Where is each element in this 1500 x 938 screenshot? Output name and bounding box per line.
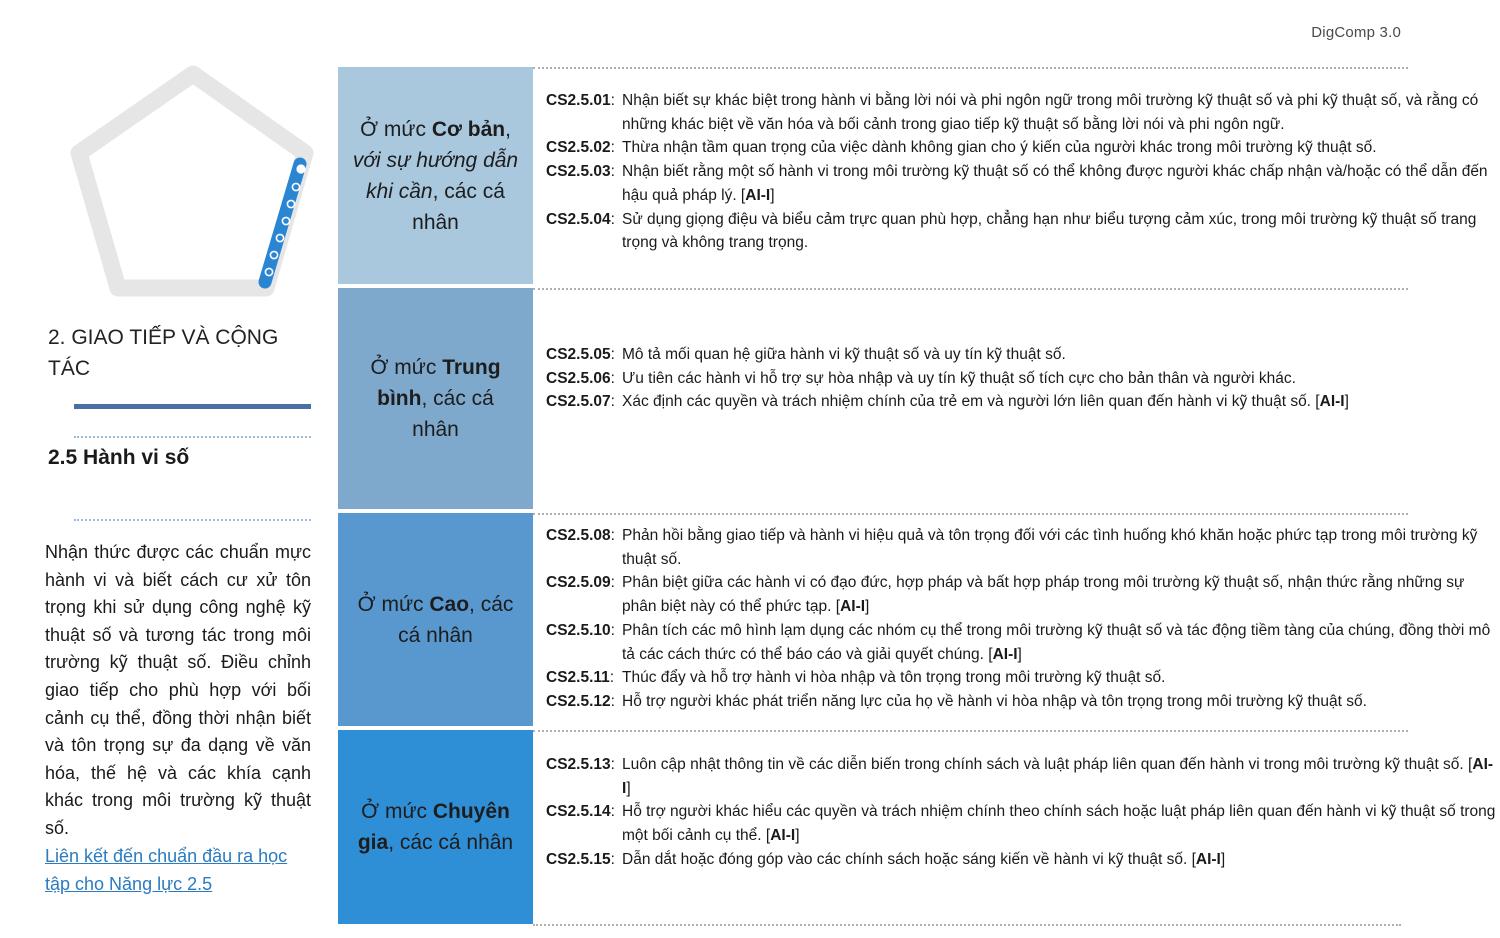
outcome-code: CS2.5.04 [546,210,611,228]
level-label-part: , các cá nhân [388,831,514,854]
outcome-text: Mô tả mối quan hệ giữa hành vi kỹ thuật số và uy tín kỹ thuật số. [622,346,1066,363]
ai-tag-badge: AI-I [770,827,796,845]
outcome-list-intermediate [546,343,1498,414]
ai-tag-badge: AI-I [992,645,1018,663]
competence-pentagon-icon [62,60,322,305]
outcome-code: CS2.5.13 [546,756,611,773]
learning-outcome-item: CS2.5.13: Luôn cập nhật thông tin về các diễn biến trong chính sách và luật pháp liên quan đến hành vi trong môi trường kỹ thuật số. [AI-I] [546,756,1494,797]
level-label-part: Ở mức [370,356,443,379]
outcome-list-basic [546,89,1498,255]
table-bottom-divider [533,924,1401,926]
level-label-part: Ở mức [357,592,430,616]
level-content-basic [533,67,1488,284]
level-label-part: Ở mức [360,117,432,141]
outcome-text: Ưu tiên các hành vi hỗ trợ sự hòa nhập và uy tín kỹ thuật số tích cực cho bản thân và người khác. [622,369,1296,387]
outcome-list-advanced [546,524,1498,714]
level-label-basic [338,67,533,284]
outcome-text: Sử dụng giọng điệu và biểu cảm trực quan phù hợp, chẳng hạn như biểu tượng cảm xúc, trong môi trường kỹ thuật số trang trọng và không trang trọng. [622,210,1477,252]
level-label-part: , các cá nhân [412,387,494,441]
outcome-text: Hỗ trợ người khác phát triển năng lực của họ về hành vi hòa nhập và tôn trọng trong môi trường kỹ thuật số. [622,692,1367,710]
highlighted-segment-icon [265,164,306,282]
learning-outcome-item: CS2.5.12: Hỗ trợ người khác phát triển năng lực của họ về hành vi hòa nhập và tôn trọng trong môi trường kỹ thuật số. [546,692,1367,710]
ai-tag-badge: AI-I [1195,850,1221,868]
outcome-code: CS2.5.03 [546,163,611,181]
outcome-code: CS2.5.14 [546,803,611,821]
level-label-part: Cao [429,592,470,616]
level-label-part: , các cá nhân [412,179,505,234]
ai-tag-badge: AI-I [745,186,771,204]
level-label-intermediate [338,288,533,509]
level-label-part: Ở mức [361,800,433,823]
level-row-basic [338,67,1488,284]
dotted-divider [74,436,311,438]
competence-title: 2.5 Hành vi số [48,446,190,469]
level-label-part: , [505,117,511,141]
learning-outcome-item: CS2.5.03: Nhận biết rằng một số hành vi trong môi trường kỹ thuật số có thể không được người khác chấp nhận và/hoặc có thể dẫn đến hậu quả pháp lý. [AI-I] [546,163,1488,204]
learning-outcome-item: CS2.5.04: Sử dụng giọng điệu và biểu cảm trực quan phù hợp, chẳng hạn như biểu tượng cảm xúc, trong môi trường kỹ thuật số trang trọng và không trang trọng. [546,210,1477,252]
outcome-text: Thừa nhận tầm quan trọng của việc dành không gian cho ý kiến của người khác trong môi trường kỹ thuật số. [622,139,1377,157]
learning-outcome-item: CS2.5.10: Phân tích các mô hình lạm dụng các nhóm cụ thể trong môi trường kỹ thuật số và tác động tiềm tàng của chúng, đồng thời mô tả các cách thức có thể báo cáo và giải quyết chúng. [AI-I] [546,621,1491,663]
level-label-part: Cơ bản [431,117,506,141]
outcome-text: Phân biệt giữa các hành vi có đạo đức, hợp pháp và bất hợp pháp trong môi trường kỹ thuật số, nhận thức rằng những sự phân biệt này có thể phức tạp. [622,574,1465,616]
level-label-advanced [338,513,533,726]
area-divider [74,404,311,409]
level-row-expert [338,730,1496,924]
learning-outcome-item: CS2.5.14: Hỗ trợ người khác hiểu các quyền và trách nhiệm chính theo chính sách hoặc luật pháp liên quan đến hành vi kỹ thuật số trong một bối cảnh cụ thể. [AI-I] [546,803,1496,845]
outcome-code: CS2.5.07 [546,393,611,411]
level-content-advanced [533,513,1491,726]
outcome-code: CS2.5.12 [546,692,611,710]
learning-outcome-item: CS2.5.11: Thúc đẩy và hỗ trợ hành vi hòa nhập và tôn trọng trong môi trường kỹ thuật số. [546,669,1166,687]
learning-outcome-item: CS2.5.06: Ưu tiên các hành vi hỗ trợ sự hòa nhập và uy tín kỹ thuật số tích cực cho bản thân và người khác. [546,369,1296,387]
outcome-code: CS2.5.01 [546,92,611,109]
outcome-code: CS2.5.06 [546,369,611,387]
outcome-text: Dẫn dắt hoặc đóng góp vào các chính sách hoặc sáng kiến về hành vi kỹ thuật số. [622,850,1188,868]
outcome-code: CS2.5.05 [546,346,611,363]
outcome-code: CS2.5.15 [546,850,611,868]
learning-outcome-item: CS2.5.09: Phân biệt giữa các hành vi có đạo đức, hợp pháp và bất hợp pháp trong môi trường kỹ thuật số, nhận thức rằng những sự phân biệt này có thể phức tạp. [AI-I] [546,574,1465,616]
outcome-code: CS2.5.11 [546,669,610,687]
dotted-divider [74,519,311,521]
learning-outcome-item: CS2.5.05: Mô tả mối quan hệ giữa hành vi kỹ thuật số và uy tín kỹ thuật số. [546,346,1066,363]
outcome-text: Luôn cập nhật thông tin về các diễn biến trong chính sách và luật pháp liên quan đến hành vi trong môi trường kỹ thuật số. [622,756,1464,773]
learning-outcome-item: CS2.5.07: Xác định các quyền và trách nhiệm chính của trẻ em và người lớn liên quan đến hành vi kỹ thuật số. [AI-I] [546,393,1349,411]
level-label-part: với sự hướng dẫn khi cần [352,148,519,203]
learning-outcome-item: CS2.5.02: Thừa nhận tầm quan trọng của việc dành không gian cho ý kiến của người khác trong môi trường kỹ thuật số. [546,139,1377,157]
competence-description: Nhận thức được các chuẩn mực hành vi và biết cách cư xử tôn trọng khi sử dụng công nghệ kỹ thuật số và tương tác trong môi trường kỹ thuật số. Điều chỉnh giao tiếp cho phù hợp với bối cảnh cụ thể, đồng thời nhận biết và tôn trọng sự đa dạng về văn hóa, thế hệ và các khía cạnh khác trong môi trường kỹ thuật số. [45,542,311,838]
outcome-list-expert [546,753,1498,872]
brand-label: DigComp 3.0 [1311,24,1401,41]
level-content-expert [533,730,1496,924]
outcome-text: Nhận biết rằng một số hành vi trong môi trường kỹ thuật số có thể không được người khác chấp nhận và/hoặc có thể dẫn đến hậu quả pháp lý. [622,163,1488,204]
outcome-text: Thúc đẩy và hỗ trợ hành vi hòa nhập và tôn trọng trong môi trường kỹ thuật số. [622,669,1166,687]
level-label-part: Trung bình [377,356,501,410]
learning-outcome-item: CS2.5.15: Dẫn dắt hoặc đóng góp vào các chính sách hoặc sáng kiến về hành vi kỹ thuật số. [AI-I] [546,850,1226,868]
learning-outcomes-link[interactable]: Liên kết đến chuẩn đầu ra học tập cho Năng lực 2.5 [45,846,288,894]
ai-tag-badge: AI-I [622,756,1494,797]
level-label-expert [338,730,533,924]
outcome-text: Phân tích các mô hình lạm dụng các nhóm cụ thể trong môi trường kỹ thuật số và tác động tiềm tàng của chúng, đồng thời mô tả các cách thức có thể báo cáo và giải quyết chúng. [622,621,1491,663]
outcome-text: Xác định các quyền và trách nhiệm chính của trẻ em và người lớn liên quan đến hành vi kỹ thuật số. [622,393,1311,411]
level-row-intermediate [338,288,1408,509]
outcome-text: Hỗ trợ người khác hiểu các quyền và trách nhiệm chính theo chính sách hoặc luật pháp liên quan đến hành vi kỹ thuật số trong một bối cảnh cụ thể. [622,803,1496,845]
level-label-part: , các cá nhân [398,592,514,647]
outcome-code: CS2.5.09 [546,574,611,592]
outcome-code: CS2.5.02 [546,139,611,157]
learning-outcome-item: CS2.5.01: Nhận biết sự khác biệt trong hành vi bằng lời nói và phi ngôn ngữ trong môi trường kỹ thuật số và phi kỹ thuật số, và rằng có những khác biệt về văn hóa và bối cảnh trong giao tiếp kỹ thuật số bằng lời nói và phi ngôn ngữ. [546,92,1479,133]
ai-tag-badge: AI-I [1319,393,1345,411]
level-label-part: Chuyên gia [357,800,510,854]
level-row-advanced [338,513,1491,726]
outcome-code: CS2.5.08 [546,527,611,544]
outcome-code: CS2.5.10 [546,621,611,639]
competence-area-title: 2. GIAO TIẾP VÀ CỘNG TÁC [48,326,279,380]
ai-tag-badge: AI-I [840,598,866,616]
outcome-text: Phản hồi bằng giao tiếp và hành vi hiệu quả và tôn trọng đối với các tình huống khó khăn hoặc phức tạp trong môi trường kỹ thuật số. [622,527,1478,568]
learning-outcome-item: CS2.5.08: Phản hồi bằng giao tiếp và hành vi hiệu quả và tôn trọng đối với các tình huống khó khăn hoặc phức tạp trong môi trường kỹ thuật số. [546,527,1478,568]
outcome-text: Nhận biết sự khác biệt trong hành vi bằng lời nói và phi ngôn ngữ trong môi trường kỹ thuật số và phi kỹ thuật số, và rằng có những khác biệt về văn hóa và bối cảnh trong giao tiếp kỹ thuật số bằng lời nói và phi ngôn ngữ. [622,92,1479,133]
level-content-intermediate [533,288,1408,509]
